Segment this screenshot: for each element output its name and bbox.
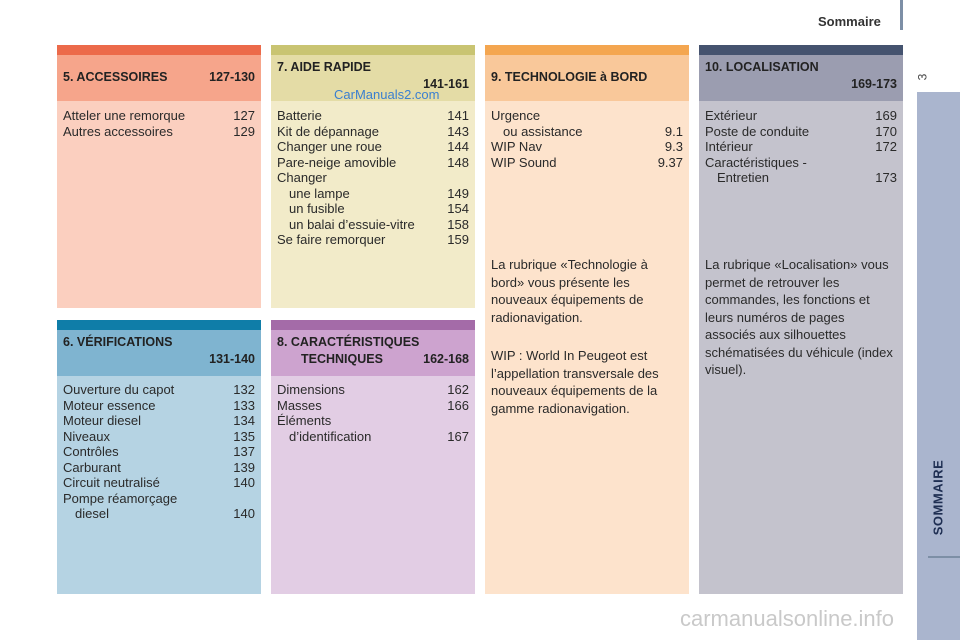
list-item[interactable] [277,186,469,202]
item-label: Entretien [717,170,770,185]
footer-watermark: carmanualsonline.info [680,606,895,631]
item-label: Moteur diesel [63,413,142,428]
page-number: 3 [915,73,930,81]
section-caracteristiques [271,320,475,594]
section-pages[interactable]: 127-130 [209,70,255,84]
item-label: Pare-neige amovible [277,154,397,170]
section-title[interactable]: 8. CARACTÉRISTIQUES [277,335,420,349]
item-label: Changer [277,170,327,185]
list-item[interactable] [705,108,897,124]
item-page: 154 [447,201,469,216]
section-pages[interactable]: 131-140 [209,352,255,366]
section-stripe [485,45,689,55]
list-item[interactable] [63,429,255,445]
section-accessoires [57,45,261,308]
list-item[interactable] [491,139,683,155]
item-page: 9.37 [657,154,683,170]
section-title[interactable]: 6. VÉRIFICATIONS [63,335,173,349]
side-tab-label: SOMMAIRE [930,459,946,536]
section-description-wip: WIP : World In Peugeot est l’appellation transversale des nouveaux équipements de la gamme radionavigation. [491,348,659,416]
item-page: 135 [233,428,255,444]
list-item[interactable] [63,382,255,398]
section-stripe [271,320,475,330]
item-label: Batterie [277,108,322,123]
list-item[interactable] [277,201,469,217]
item-label: Caractéristiques - [705,154,807,170]
item-label: Kit de dépannage [277,123,379,139]
item-page: 159 [447,232,469,247]
item-label: Changer une roue [277,139,382,154]
item-label: une lampe [289,185,350,201]
section-items [271,379,475,447]
item-page: 162 [447,382,469,397]
item-label: WIP Nav [491,139,543,154]
item-page: 134 [233,413,255,428]
item-label: Atteler une remorque [63,108,186,123]
item-page: 158 [447,216,469,232]
list-item[interactable] [63,398,255,414]
list-item[interactable] [277,232,469,248]
item-page: 141 [447,108,469,123]
item-label: d’identification [289,428,372,444]
item-label: Extérieur [705,108,758,123]
item-page: 143 [447,123,469,139]
side-tab-divider [928,556,960,558]
item-page: 9.1 [664,123,683,139]
item-page: 170 [875,123,897,139]
item-page: 133 [233,397,255,413]
item-label: Masses [277,397,322,413]
list-item[interactable] [277,155,469,171]
item-label: ou assistance [503,123,583,139]
section-title[interactable]: 9. TECHNOLOGIE à BORD [491,70,648,84]
item-label: Dimensions [277,382,345,397]
list-item[interactable] [277,124,469,140]
section-stripe [57,320,261,330]
section-items [57,105,261,142]
page-title: Sommaire [818,14,881,29]
list-item[interactable] [63,124,255,140]
section-verifications [57,320,261,594]
item-label: Circuit neutralisé [63,475,160,490]
section-title[interactable]: 5. ACCESSOIRES [63,70,168,84]
list-item[interactable] [63,413,255,429]
item-page: 173 [875,170,897,185]
section-header [57,55,261,101]
item-page: 169 [875,108,897,123]
item-label: Carburant [63,459,121,475]
section-pages[interactable]: 169-173 [851,77,897,91]
list-item[interactable] [705,139,897,155]
item-label: Urgence [491,108,541,123]
section-items [485,105,689,173]
item-page: 172 [875,139,897,154]
item-label: un fusible [289,201,345,216]
item-page: 137 [233,444,255,459]
list-item [491,108,683,124]
list-item[interactable] [277,139,469,155]
section-stripe [57,45,261,55]
item-label: Autres accessoires [63,123,173,139]
list-item[interactable] [277,108,469,124]
section-header [699,55,903,101]
section-items [57,379,261,525]
list-item[interactable] [63,444,255,460]
section-description: La rubrique «Technologie à bord» vous présente les nouveaux équipements de radionavigation. [491,257,648,325]
section-description: La rubrique «Localisation» vous permet de retrouver les commandes, les fonctions et leurs numéros de pages associés aux silhouettes schématisées du véhicule (index visuel). [705,257,893,377]
section-technologie [485,45,689,594]
item-label: Moteur essence [63,397,156,413]
item-label: Éléments [277,413,332,428]
item-page: 139 [233,459,255,475]
item-label: Intérieur [705,139,753,154]
item-page: 167 [447,428,469,444]
section-items [699,105,903,189]
section-stripe [699,45,903,55]
section-pages[interactable]: 141-161 [423,77,469,91]
section-items [271,105,475,251]
section-header [57,330,261,376]
list-item [277,170,469,186]
list-item[interactable] [63,506,255,522]
section-stripe [271,45,475,55]
section-header [485,55,689,101]
section-pages[interactable]: 162-168 [423,352,469,366]
item-label: Poste de conduite [705,123,810,139]
item-page: 166 [447,397,469,413]
list-item[interactable] [277,217,469,233]
item-page: 144 [447,139,469,154]
title-bar [900,0,903,30]
list-item[interactable] [705,124,897,140]
section-header [271,330,475,376]
list-item [63,491,255,507]
list-item[interactable] [63,108,255,124]
list-item[interactable] [277,398,469,414]
item-label: Contrôles [63,444,119,459]
list-item[interactable] [705,170,897,186]
list-item[interactable] [491,155,683,171]
list-item[interactable] [277,382,469,398]
item-page: 127 [233,108,255,123]
list-item [277,413,469,429]
item-label: diesel [75,506,109,521]
section-title[interactable]: 7. AIDE RAPIDE [277,60,372,74]
section-title-line2[interactable]: TECHNIQUES [301,352,383,366]
item-label: Ouverture du capot [63,382,175,397]
list-item[interactable] [63,460,255,476]
item-page: 148 [447,154,469,170]
item-label: Niveaux [63,428,110,444]
list-item[interactable] [63,475,255,491]
item-page: 140 [233,475,255,490]
list-item [705,155,897,171]
section-title[interactable]: 10. LOCALISATION [705,60,819,74]
section-localisation [699,45,903,594]
item-page: 129 [233,123,255,139]
item-label: WIP Sound [491,154,557,170]
item-page: 149 [447,185,469,201]
list-item[interactable] [277,429,469,445]
item-page: 132 [233,382,255,397]
item-page: 140 [233,506,255,521]
item-label: Pompe réamorçage [63,490,178,506]
item-page: 9.3 [664,139,683,154]
section-aide-rapide [271,45,475,308]
item-label: un balai d’essuie-vitre [289,216,415,232]
watermark: CarManuals2.com [334,87,440,102]
list-item[interactable] [491,124,683,140]
item-label: Se faire remorquer [277,232,386,247]
